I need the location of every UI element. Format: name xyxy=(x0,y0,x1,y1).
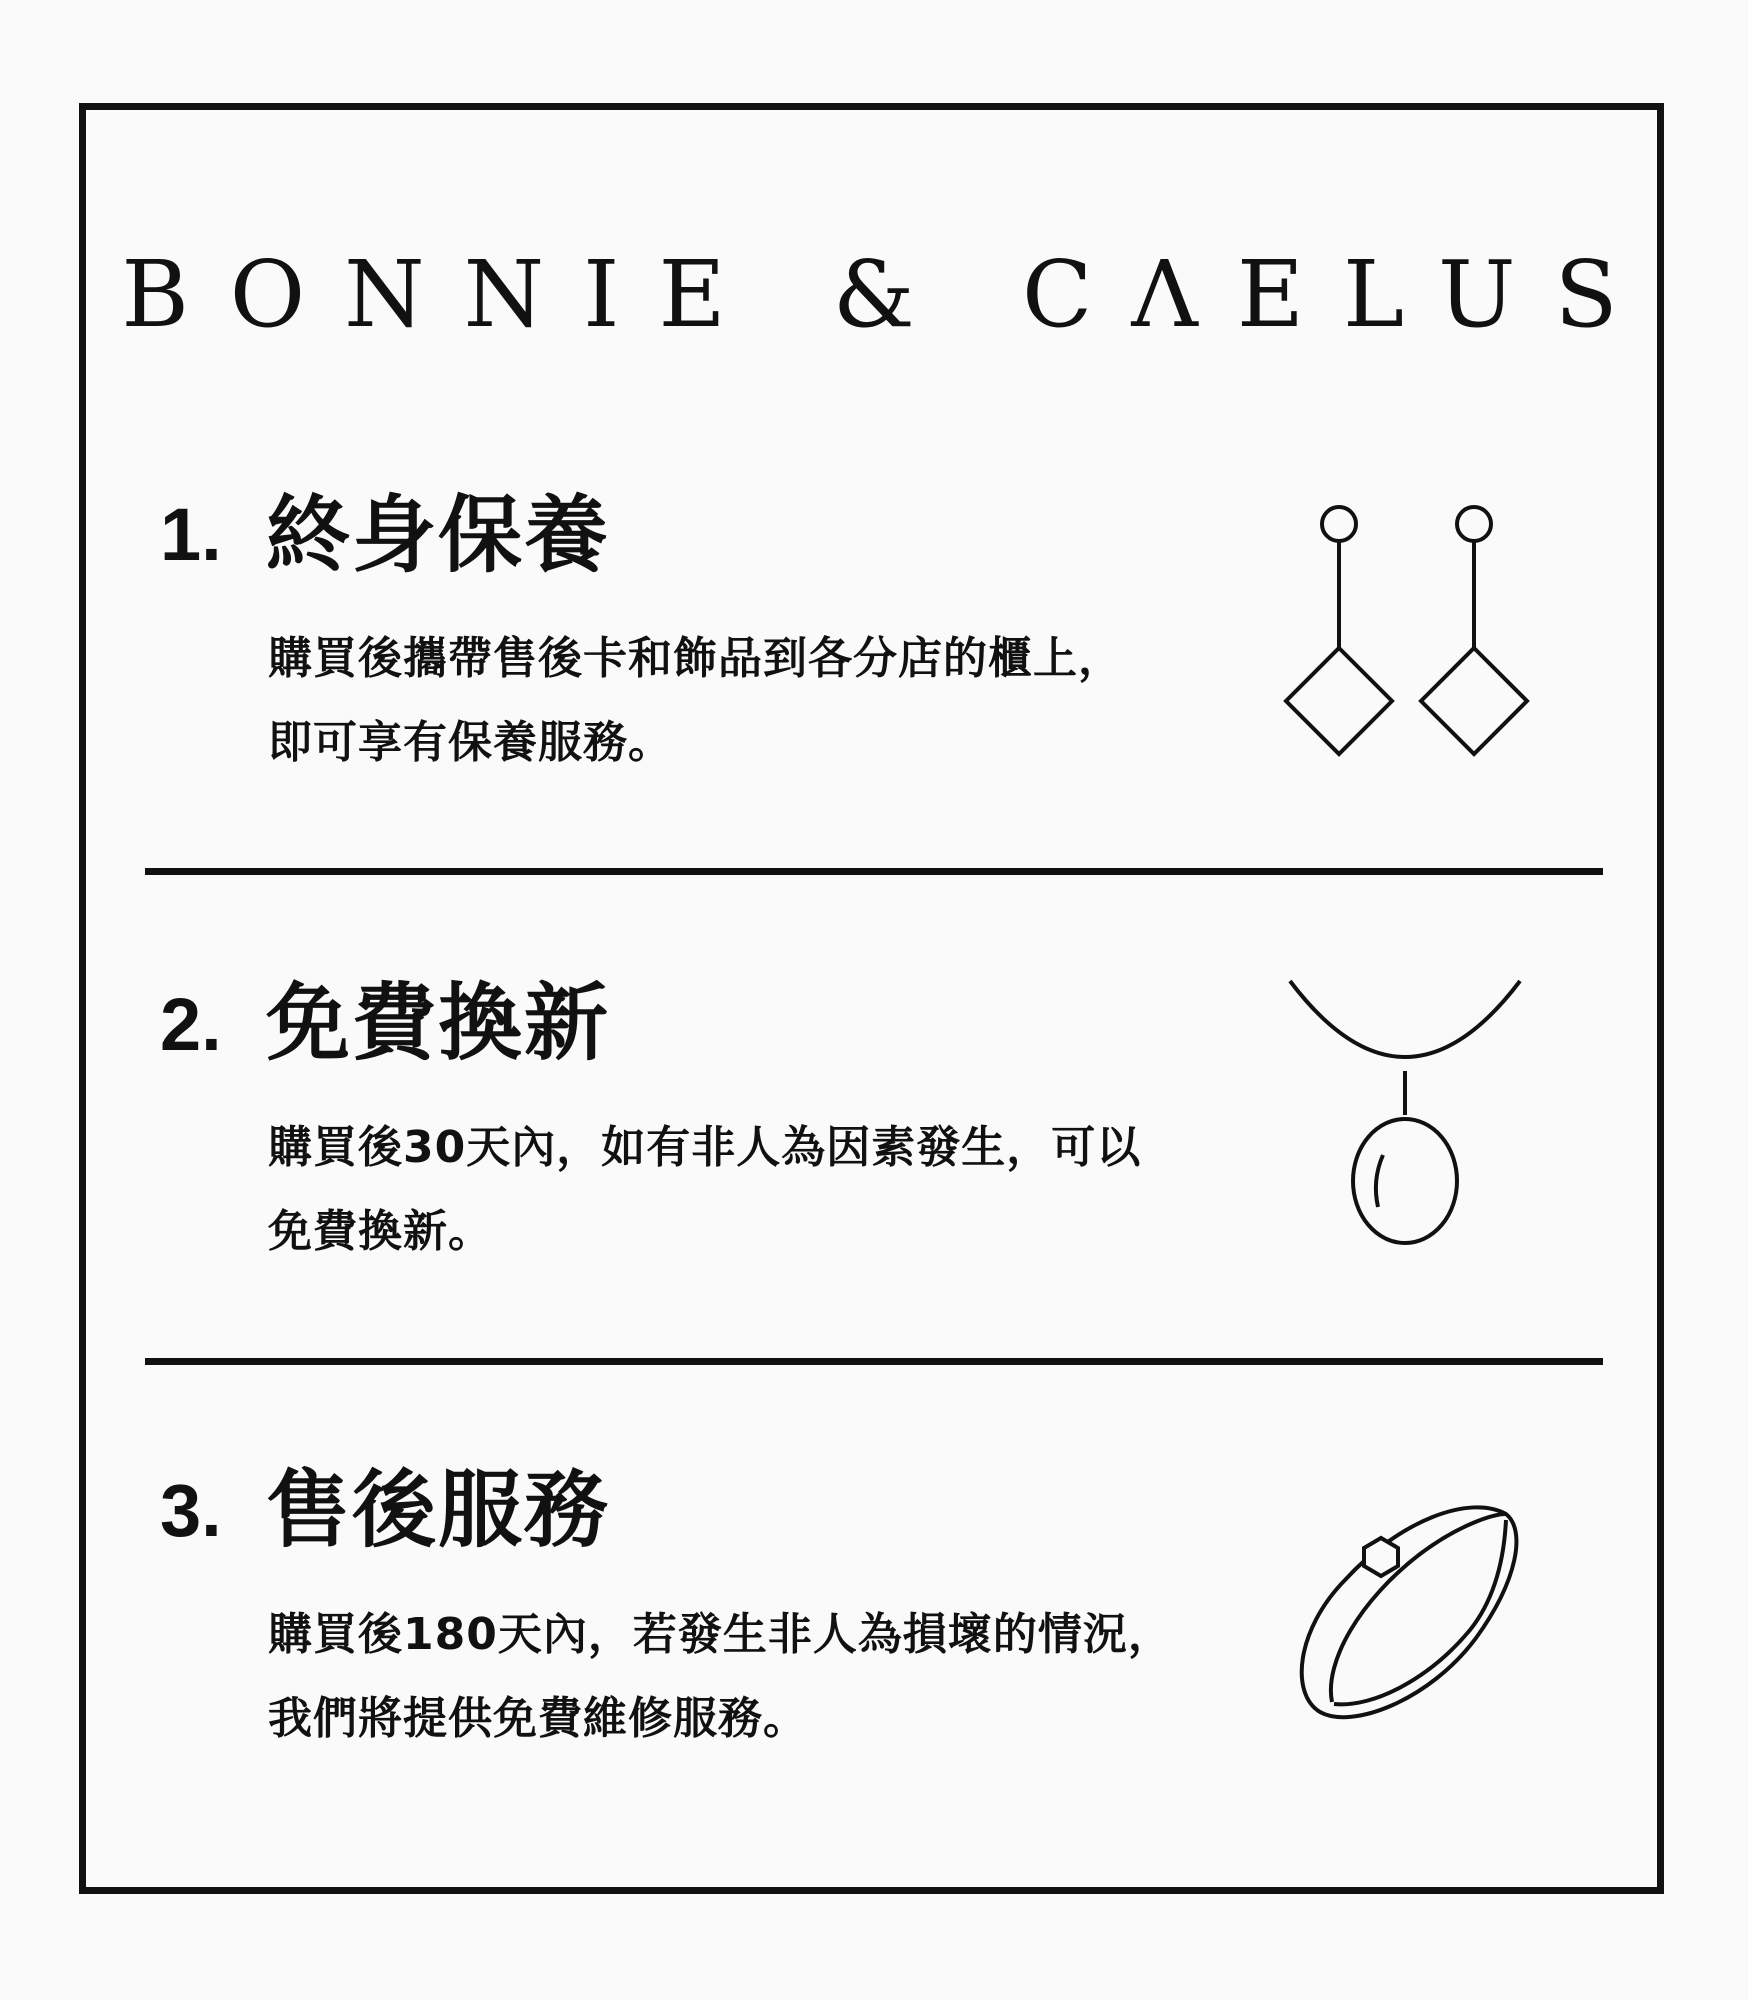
description-line: 即可享有保養服務。 xyxy=(268,717,673,768)
section-description xyxy=(268,1593,1238,1761)
section-title: 售後服務 xyxy=(266,1461,611,1559)
section-description xyxy=(268,1106,1238,1274)
section-divider xyxy=(145,1358,1603,1365)
description-line: 我們將提供免費維修服務。 xyxy=(268,1693,808,1744)
description-line: 購買後攜帶售後卡和飾品到各分店的櫃上， xyxy=(268,633,1123,684)
ring-icon xyxy=(1290,1490,1530,1730)
section-title: 終身保養 xyxy=(266,486,611,584)
earrings-icon xyxy=(1270,500,1550,760)
description-line: 免費換新。 xyxy=(268,1206,493,1257)
brand-logo: BONNIE & CΛELUS xyxy=(121,241,1657,348)
section-title: 免費換新 xyxy=(266,974,611,1072)
description-line: 購買後30天內，如有非人為因素發生，可以 xyxy=(268,1122,1142,1173)
section-divider xyxy=(145,868,1603,875)
section-number: 1. xyxy=(160,493,222,576)
section-number: 2. xyxy=(160,983,222,1066)
necklace-icon xyxy=(1280,975,1530,1255)
description-line: 購買後180天內，若發生非人為損壞的情況， xyxy=(268,1609,1173,1660)
section-number: 3. xyxy=(160,1469,222,1552)
section-description xyxy=(268,617,1238,785)
